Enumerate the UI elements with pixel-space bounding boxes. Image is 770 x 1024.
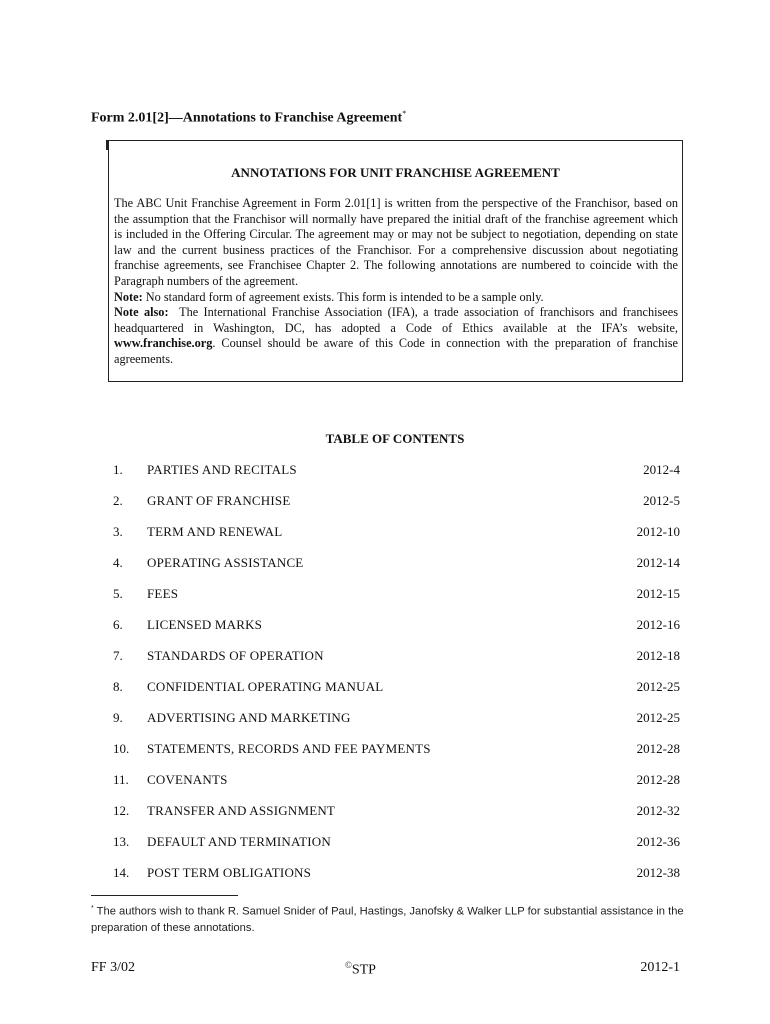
toc-item[interactable] <box>0 493 770 511</box>
toc-item-number: 3. <box>113 524 123 539</box>
toc-item-label: POST TERM OBLIGATIONS <box>147 865 312 880</box>
toc-item-page: 2012-14 <box>636 555 680 570</box>
toc-item-label: STATEMENTS, RECORDS AND FEE PAYMENTS <box>147 741 431 756</box>
intro-paragraph: The ABC Unit Franchise Agreement in Form 2.01[1] is written from the perspective of the Franchisor, based on the assumption that the Franchisor will normally have prepared the initial draft of the franchise agreement which is included in the Offering Circular. The agreement may or may not be subject to negotiation, depending on state law and the current business practices of the Franchisor. For a comprehensive discussion about negotiating franchise agreements, see Franchisee Chapter 2. The following annotations are numbered to coincide with the Paragraph numbers of the agreement. <box>114 196 678 288</box>
toc-item-page: 2012-28 <box>636 741 680 756</box>
note-label: Note: <box>114 289 143 304</box>
toc-item-page: 2012-38 <box>636 865 680 880</box>
note-paragraph <box>114 290 678 306</box>
toc-item-number: 8. <box>113 679 123 694</box>
toc-item-page: 2012-25 <box>636 679 680 694</box>
note-also-text-2: . Counsel should be aware of this Code in connection with the preparation of franchise agreements. <box>114 336 678 366</box>
toc-item-number: 1. <box>113 462 123 477</box>
toc-item-number: 9. <box>113 710 123 725</box>
footer-center <box>345 960 376 979</box>
toc-item-page: 2012-15 <box>636 586 680 601</box>
footnote-marker: * <box>402 109 407 118</box>
toc-item[interactable] <box>0 524 770 542</box>
toc-item-page: 2012-10 <box>636 524 680 539</box>
footer-center-text: STP <box>351 962 376 978</box>
toc-item-label: COVENANTS <box>147 772 228 787</box>
toc-item-label: DEFAULT AND TERMINATION <box>147 834 331 849</box>
toc-item[interactable] <box>0 586 770 604</box>
toc-item-page: 2012-32 <box>636 803 680 818</box>
toc-item-number: 13. <box>113 834 130 849</box>
toc-item-label: ADVERTISING AND MARKETING <box>147 710 351 725</box>
toc-item-label: TRANSFER AND ASSIGNMENT <box>147 803 336 818</box>
toc-item-number: 11. <box>113 772 129 787</box>
toc-item[interactable] <box>0 710 770 728</box>
toc-item-label: PARTIES AND RECITALS <box>147 462 297 477</box>
toc-item-label: STANDARDS OF OPERATION <box>147 648 324 663</box>
footnote-rule <box>91 895 238 896</box>
annotations-box <box>108 140 683 382</box>
footer-left: FF 3/02 <box>91 960 135 975</box>
toc-item-number: 4. <box>113 555 123 570</box>
toc-item-number: 14. <box>113 865 130 880</box>
toc-item[interactable] <box>0 803 770 821</box>
toc-item[interactable] <box>0 865 770 883</box>
note-also-text-1: The International Franchise Association (IFA), a trade association of franchisors and franchisees headquartered in Washington, DC, has adopted a Code of Ethics available at the IFA’s website, <box>114 305 678 335</box>
toc-item-page: 2012-36 <box>636 834 680 849</box>
toc-item-label: TERM AND RENEWAL <box>147 524 283 539</box>
toc-item-page: 2012-28 <box>636 772 680 787</box>
toc-item-label: OPERATING ASSISTANCE <box>147 555 304 570</box>
toc-item-page: 2012-4 <box>643 462 680 477</box>
toc-item-label: GRANT OF FRANCHISE <box>147 493 291 508</box>
footnote <box>91 901 691 936</box>
toc-item-page: 2012-18 <box>636 648 680 663</box>
box-text <box>114 196 678 368</box>
toc-item-page: 2012-16 <box>636 617 680 632</box>
toc-item-label: CONFIDENTIAL OPERATING MANUAL <box>147 679 384 694</box>
toc-item-page: 2012-25 <box>636 710 680 725</box>
toc-item-label: FEES <box>147 586 179 601</box>
form-title <box>91 109 406 127</box>
note-also-paragraph <box>114 305 678 367</box>
toc-item[interactable] <box>0 679 770 697</box>
toc-item[interactable] <box>0 648 770 666</box>
toc-item[interactable] <box>0 617 770 635</box>
note-also-label: Note also: <box>114 305 169 320</box>
toc-item-number: 12. <box>113 803 130 818</box>
toc-item-number: 2. <box>113 493 123 508</box>
ifa-website-link[interactable]: www.franchise.org <box>114 336 213 351</box>
box-title: ANNOTATIONS FOR UNIT FRANCHISE AGREEMENT <box>231 165 560 180</box>
toc-item[interactable] <box>0 462 770 480</box>
form-title-text: Form 2.01[2]—Annotations to Franchise Agreement <box>91 110 403 126</box>
footnote-text: The authors wish to thank R. Samuel Snider of Paul, Hastings, Janofsky & Walker LLP for substantial assistance in the preparation of these annotations. <box>91 905 684 934</box>
copyright-symbol: © <box>345 960 352 970</box>
toc-item-number: 7. <box>113 648 123 663</box>
toc-item-page: 2012-5 <box>643 493 680 508</box>
toc-item[interactable] <box>0 555 770 573</box>
note-text: No standard form of agreement exists. This form is intended to be a sample only. <box>145 289 544 304</box>
toc-item-number: 6. <box>113 617 123 632</box>
toc-title: TABLE OF CONTENTS <box>325 431 465 446</box>
toc-item-number: 10. <box>113 741 130 756</box>
toc-item[interactable] <box>0 772 770 790</box>
footnote-mark: * <box>91 905 94 912</box>
toc-item-label: LICENSED MARKS <box>147 617 263 632</box>
toc-item-number: 5. <box>113 586 123 601</box>
footer-page-number: 2012-1 <box>640 960 680 975</box>
toc-item[interactable] <box>0 741 770 759</box>
toc-item[interactable] <box>0 834 770 852</box>
